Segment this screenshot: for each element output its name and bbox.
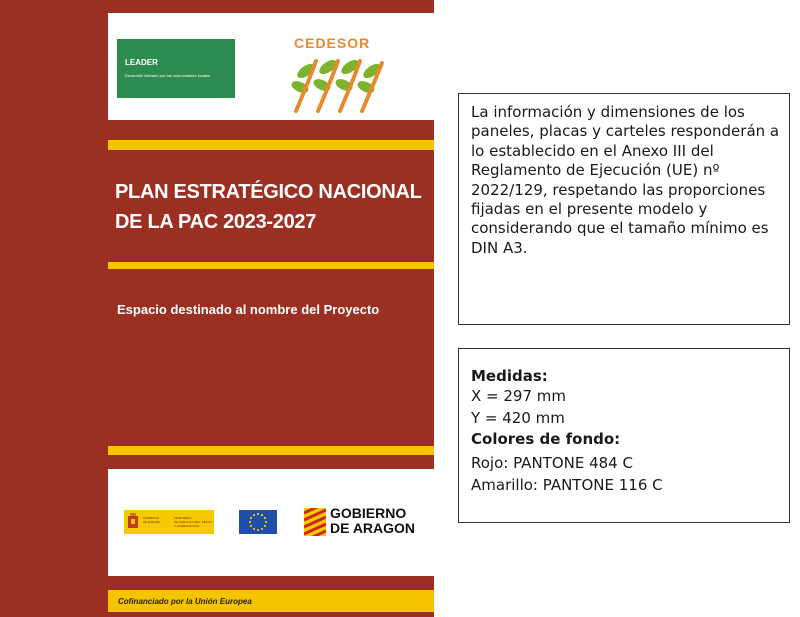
eu-star bbox=[264, 525, 266, 527]
eu-star bbox=[257, 513, 259, 515]
eu-star bbox=[249, 521, 251, 523]
gobierno-espana-logo bbox=[124, 510, 214, 534]
gobierno-espana-line-1: GOBIERNO bbox=[143, 516, 160, 520]
logos-top-panel bbox=[108, 13, 434, 120]
measures-box bbox=[458, 348, 790, 523]
yellow-stripe bbox=[108, 446, 434, 455]
project-name-placeholder: Espacio destinado al nombre del Proyecto bbox=[117, 302, 380, 317]
yellow-stripe bbox=[108, 262, 434, 269]
cedesor-logo-name: CEDESOR bbox=[294, 35, 371, 51]
aragon-line-2: DE ARAGON bbox=[330, 520, 416, 536]
info-box bbox=[458, 93, 790, 325]
color-red: Rojo: PANTONE 484 C bbox=[471, 454, 633, 472]
gobierno-espana-line-2: DE ESPAÑA bbox=[143, 520, 160, 524]
ministry-line-1: MINISTERIO bbox=[174, 516, 192, 520]
ministry-line-3: Y ALIMENTACIÓN bbox=[174, 524, 199, 528]
footer-band bbox=[108, 590, 434, 612]
plan-title-line-1: PLAN ESTRATÉGICO NACIONAL bbox=[115, 181, 422, 203]
leader-logo bbox=[117, 39, 235, 98]
leader-logo-title: LEADER bbox=[125, 58, 158, 67]
logos-bottom-panel bbox=[108, 469, 434, 576]
plan-title-line-2: DE LA PAC 2023-2027 bbox=[115, 211, 317, 233]
eu-star bbox=[261, 514, 263, 516]
eu-star bbox=[261, 528, 263, 530]
eu-star bbox=[257, 529, 259, 531]
aragon-line-1: GOBIERNO bbox=[330, 505, 407, 521]
measure-x: X = 297 mm bbox=[471, 387, 567, 405]
yellow-stripe bbox=[108, 140, 434, 150]
eu-star bbox=[265, 521, 267, 523]
aragon-flag-icon bbox=[304, 508, 326, 536]
ministry-line-2: DE AGRICULTURA, PESCA bbox=[174, 520, 212, 524]
eu-stars bbox=[239, 510, 277, 534]
eu-star bbox=[253, 528, 255, 530]
cedesor-logo bbox=[288, 35, 398, 115]
gobierno-aragon-text bbox=[330, 506, 415, 536]
plan-title bbox=[115, 177, 430, 237]
info-text: La información y dimensiones de los paneles, placas y carteles responderán a lo establecido en el Anexo III del Reglamento de Ejecución (UE) nº 2022/129, respetando las proporciones fijadas en el presente modelo y considerando que el tamaño mínimo es DIN A3. bbox=[471, 103, 780, 257]
cofinanciado-text: Cofinanciado por la Unión Europea bbox=[118, 597, 252, 606]
eu-star bbox=[264, 517, 266, 519]
eu-flag-icon bbox=[239, 510, 277, 534]
eu-star bbox=[253, 514, 255, 516]
eu-star bbox=[250, 525, 252, 527]
leader-logo-subtitle: Desarrollo liderado por las comunidades locales bbox=[125, 73, 211, 78]
eu-star bbox=[250, 517, 252, 519]
colors-heading: Colores de fondo: bbox=[471, 430, 621, 448]
measure-y: Y = 420 mm bbox=[471, 409, 565, 427]
spain-coat-of-arms-icon bbox=[126, 512, 140, 532]
cedesor-leaves-icon bbox=[288, 53, 398, 115]
measures-heading: Medidas: bbox=[471, 367, 548, 385]
gobierno-aragon-logo bbox=[304, 506, 430, 538]
color-yellow: Amarillo: PANTONE 116 C bbox=[471, 476, 663, 494]
